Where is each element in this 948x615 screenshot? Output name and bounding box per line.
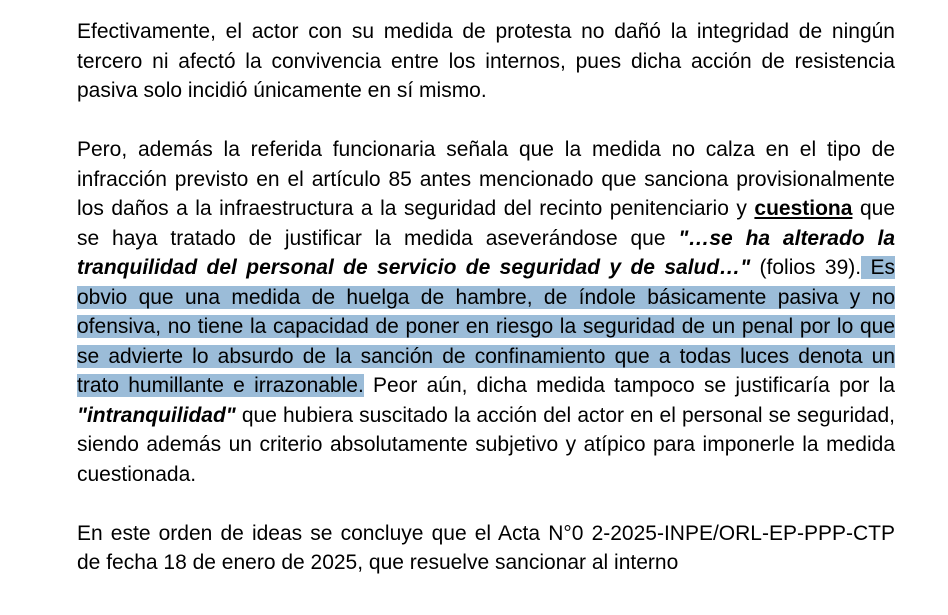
highlighted-text: Es obvio que una medida de huelga de hambre, de índole básicamente pasiva y no ofensiva, no tiene la capacidad de poner en riesgo la seguridad de un penal por lo que se advierte lo absurdo de la sanción de confinamiento que a todas luces denota un trato humillante e irrazonable.: [77, 256, 895, 397]
paragraph-2-text-4: Peor aún, dicha medida tampoco se justificaría por la: [363, 374, 895, 397]
paragraph-3: En este orden de ideas se concluye que el Acta N°0 2-2025-INPE/ORL-EP-PPP-CTP de fecha 18 de enero de 2025, que resuelve sancionar al interno: [77, 521, 895, 574]
paragraph-1: Efectivamente, el actor con su medida de protesta no dañó la integridad de ningún tercero ni afectó la convivencia entre los internos, pues dicha acción de resistencia pasiva solo incidió únicamente en sí mismo.: [77, 20, 895, 102]
paragraph-2-text-1: Pero, además la referida funcionaria señala que la medida no calza en el tipo de infracción previsto en el artículo 85 antes mencionado que sanciona provisionalmente los daños a la infraestructura a la seguridad del recinto penitenciario y: [77, 138, 895, 220]
quoted-word: "intranquilidad": [77, 403, 236, 427]
quoted-statement: "…se ha alterado la tranquilidad del personal de servicio de seguridad y de salud…": [77, 226, 895, 279]
paragraph-2: [77, 135, 895, 489]
document-body: [77, 17, 895, 607]
paragraph-2-text-5: que hubiera suscitado la acción del actor en el personal se seguridad, siendo además un criterio absolutamente subjetivo y atípico para imponerle la medida cuestionada.: [77, 403, 895, 486]
underlined-word: cuestiona: [754, 197, 853, 220]
paragraph-2-text-2: que se haya tratado de justificar la medida aseverándose que: [77, 197, 895, 250]
paragraph-2-text-3: (folios 39).: [750, 256, 862, 279]
